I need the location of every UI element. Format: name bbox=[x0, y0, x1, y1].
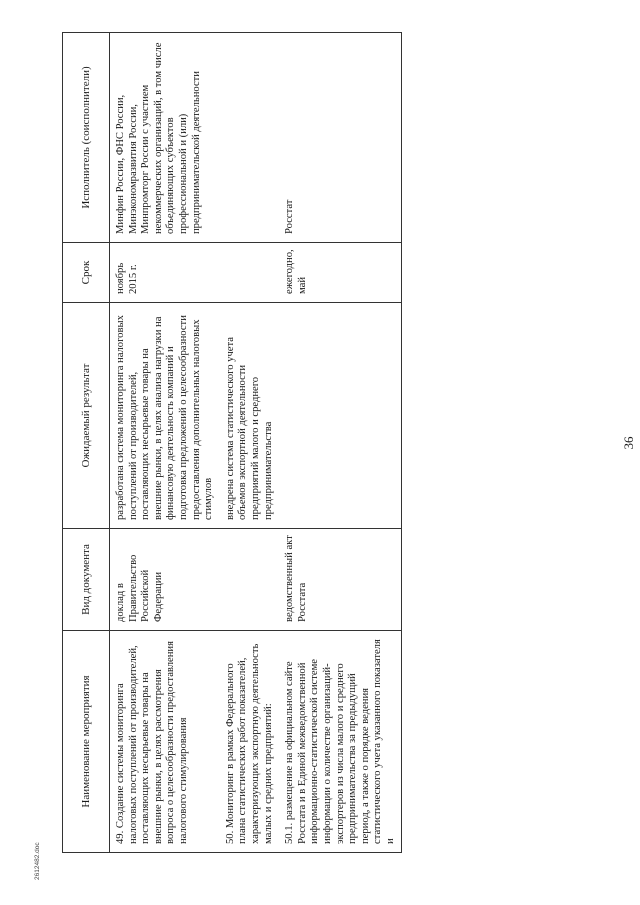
row-50-1-doc: ведомственный акт Росстата bbox=[279, 529, 402, 631]
row-50-term bbox=[220, 243, 279, 303]
row-50-doc bbox=[220, 529, 279, 631]
row-50-executor bbox=[220, 33, 279, 243]
header-term: Срок bbox=[63, 243, 110, 303]
row-50-1-result bbox=[279, 303, 402, 529]
row-50-result: внедрена система статистического учета объемов экспортной деятельности предприятий малого и среднего предпринимательства bbox=[220, 303, 279, 529]
row-49-doc: доклад в Правительство Российской Федерации bbox=[110, 529, 220, 631]
row-50-1-term: ежегодно, май bbox=[279, 243, 402, 303]
row-49-term: ноябрь 2015 г. bbox=[110, 243, 220, 303]
row-49-name: 49. Создание системы мониторинга налоговых поступлений от производителей, поставляющих несырьевые товары на внешние рынки, в целях рассмотрения вопроса о целесообразности предоставления налогового стимулирования bbox=[110, 631, 220, 853]
row-49-result: разработана система мониторинга налоговых поступлений от производителей, поставляющих несырьевые товары на внешние рынки, в целях анализа нагрузки на финансовую деятельность компаний и подготовка предложений о целесообразности предоставления дополнительных налоговых стимулов bbox=[110, 303, 220, 529]
action-plan-table bbox=[62, 32, 402, 853]
header-executor: Исполнитель (соисполнители) bbox=[63, 33, 110, 243]
row-50-name: 50. Мониторинг в рамках Федерального плана статистических работ показателей, характеризующих экспортную деятельность малых и средних предприятий: bbox=[220, 631, 279, 853]
table-row bbox=[110, 33, 220, 853]
header-expected-result: Ожидаемый результат bbox=[63, 303, 110, 529]
table-header-row bbox=[63, 33, 110, 853]
table-row bbox=[220, 33, 279, 853]
document-file-id: 2612482.doc bbox=[34, 842, 41, 880]
header-doc-type: Вид документа bbox=[63, 529, 110, 631]
row-50-1-name: 50.1. размещение на официальном сайте Росстата и в Единой межведомственной информационно-статистической системе информации о количестве организаций-экспортеров из числа малого и среднего предпринимательства за предыдущий период, а также о порядке ведения статистического учета указанного показателя и bbox=[279, 631, 402, 853]
header-name: Наименование мероприятия bbox=[63, 631, 110, 853]
row-50-1-executor: Росстат bbox=[279, 33, 402, 243]
table-row bbox=[279, 33, 402, 853]
page-number: 36 bbox=[621, 436, 636, 450]
rotated-landscape-sheet bbox=[62, 33, 636, 853]
row-49-executor: Минфин России, ФНС России, Минэкономразвития России, Минпромторг России с участием некоммерческих организаций, в том числе объединяющих субъектов профессиональной и (или) предпринимательской деятельности bbox=[110, 33, 220, 243]
